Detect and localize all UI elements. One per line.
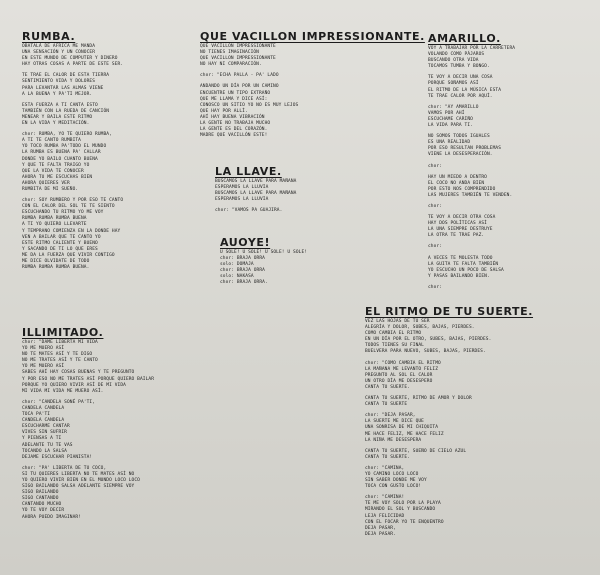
lyric-line: ESTE RITMO CALIENTE Y BUENO	[22, 240, 98, 246]
lyric-line: TOCA PA'TI	[22, 412, 51, 418]
lyric-line: Y SACANDO DE TI LO QUE ERES	[22, 246, 98, 252]
lyric-line: TE TRAE CALOR POR AQUÍ.	[428, 93, 493, 99]
lyric-line: VIENE LA DESESPERACIÓN.	[428, 152, 493, 158]
lyric-stanza	[428, 134, 588, 158]
lyric-stanza	[365, 449, 590, 461]
lyric-line: YO CAMINO LOCO LOCO	[365, 471, 419, 477]
lyric-line: AHORA TU ME ESCUCHAS BIEN	[22, 174, 93, 180]
lyric-line: TE VOY A DECIR UNA COSA	[428, 75, 493, 81]
lyric-line: UNA SENSACIÓN Y UN CONOCER	[22, 50, 96, 56]
lyric-line: ESTA FUERZA A TI CANTA ESTO	[22, 102, 98, 108]
lyric-line: LA GENTE NO TRABAJA MUCHO	[200, 121, 271, 127]
lyric-line: LAS MUJERES TAMBIÉN TE VENDEN.	[428, 192, 513, 198]
lyric-line: chor: "COMO CAMBIA EL RITMO	[365, 360, 441, 366]
lyric-line: Y QUE TE FALTA TRAIGO YO	[22, 162, 90, 168]
lyric-line: SABES AHÍ HAY COSAS BUENAS Y TE PREGUNTO	[22, 370, 135, 376]
lyric-stanza	[215, 179, 365, 203]
lyric-line: U SOLE! U SOLE! U SOLE! U SOLE!	[220, 250, 308, 255]
lyric-line: POR ESO RESULTAN PROBLEMAS	[428, 146, 502, 152]
lyric-line: LA OTRA TE TRAE PAZ.	[428, 233, 485, 239]
lyric-line: CANTA TU SUERTE, SUEÑO DE CIELO AZUL	[365, 448, 467, 454]
lyric-line: TE ME VOY SOLO POR LA PLAYA	[365, 501, 441, 507]
lyric-line: AHÍ HAY BUENA VIBRACIÓN	[200, 114, 265, 120]
lyric-line: LA GUITA TE FALTA TAMBIÉN	[428, 261, 499, 267]
lyric-line: chor:	[428, 163, 443, 169]
song-title: RUMBA.	[22, 30, 76, 43]
lyric-line: TE VOY A DECIR OTRA COSA	[428, 215, 496, 221]
lyric-line: ME DA LA FUERZA QUE VIVIR CONTIGO	[22, 252, 115, 258]
lyric-line: CON EL CALOR DEL SOL TE TE SIENTO	[22, 204, 115, 210]
lyric-line: MI VIDA MI VIDA ME MUERO ASÍ.	[22, 388, 104, 394]
song-lyrics	[22, 44, 192, 271]
lyric-line: BUSCAMOS LA LLAVE PARA MAÑANA	[215, 191, 297, 197]
lyric-line: chor:	[428, 244, 443, 250]
lyric-line: NO SOMOS TODOS IGUALES	[428, 134, 490, 140]
lyric-line: UN OTRO DÍA ME DESESPERO	[365, 378, 433, 384]
lyric-line: YO ME MUERO ASÍ	[22, 346, 65, 352]
lyric-line: ESPERAMOS LA LLUVIA	[215, 197, 269, 203]
song-auoye	[220, 236, 350, 292]
lyric-line: CANDELA CANDELA	[22, 405, 65, 411]
lyric-stanza	[428, 105, 588, 129]
lyric-line: TAMBIÉN CON LA RUEDA DE CANCIÓN	[22, 108, 110, 114]
lyric-stanza	[428, 46, 588, 70]
song-lyrics	[428, 46, 588, 291]
lyric-line: TODOS TIENES SU FINAL	[365, 343, 424, 349]
lyric-line: YO TOCO RUMBA PA'TODO EL MUNDO	[22, 144, 107, 150]
lyric-line: ALEGRÍA Y DOLOR, SUBES, BAJAS, PIERDES.	[365, 325, 475, 331]
lyric-line: YO ESCUCHO UN POCO DE SALSA	[428, 267, 504, 273]
lyric-line: chor: "DEJA PASAR,	[365, 413, 416, 419]
lyric-stanza	[200, 84, 410, 139]
lyric-line: chor: "AY AMARILLO	[428, 104, 479, 110]
lyric-line: LA NIÑA ME DESESPERA	[365, 437, 422, 443]
lyric-line: BUSCANDO OTRA VIDA	[428, 58, 479, 64]
lyric-line: CANDELA CANDELA	[22, 418, 65, 424]
lyric-line: chor: "VAMOS PA GUAJIRA.	[215, 208, 283, 214]
lyric-line: ME DICE OLVIDATE DE TODO	[22, 259, 90, 264]
lyric-stanza	[22, 103, 192, 127]
lyric-line: MIRANDO EL SOL Y BUSCANDO	[365, 507, 436, 513]
lyric-stanza	[365, 495, 590, 538]
lyric-line: PREGUNTO AL SOL EL CALOR	[365, 372, 433, 378]
lyric-line: TOCAMOS TUMBA Y BONGO.	[428, 64, 490, 70]
lyric-line: solo: DOMAJA	[220, 262, 254, 268]
song-que-vacillon	[200, 30, 425, 144]
lyric-line: TE TRAE EL CALOR DE ESTA TIERRA	[22, 73, 110, 79]
lyric-line: LA GENTE ES DEL CORAZÓN.	[200, 127, 268, 133]
lyric-line: chor: "DAME LIBERTA MI VIDA	[22, 340, 98, 345]
song-lyrics	[365, 319, 590, 538]
lyric-stanza	[428, 215, 588, 239]
song-lyrics	[220, 250, 350, 287]
lyric-stanza	[22, 44, 192, 68]
lyric-line: EN UN DÍA POR EL OTRO, SUBES, BAJAS, PIERDES.	[365, 337, 492, 343]
song-la-llave	[215, 165, 365, 219]
lyric-line: NO ME TRATES ASÍ Y TE CANTO	[22, 358, 98, 364]
lyric-line: RUMBA RUMBA RUMBA BUENA	[22, 216, 87, 222]
lyric-stanza	[200, 44, 410, 68]
lyric-line: QUE LA VIDA TE CONOCER	[22, 168, 84, 174]
lyric-line: ESCUCHANDO TU RITMO YO ME VOY	[22, 210, 104, 216]
song-title: AMARILLO.	[428, 32, 501, 45]
lyric-line: Y POR ESO NO ME TRATES ASÍ PORQUE QUIERO BAILAR	[22, 376, 155, 382]
song-lyrics	[215, 179, 365, 214]
lyric-line: UNA SONRISA DE MI CHIQUITA	[365, 425, 439, 431]
lyric-line: ME HACE FELIZ, ME HACE FELIZ	[365, 431, 444, 437]
lyric-stanza	[22, 198, 192, 271]
lyric-line: TOCANDO LA SALSA	[22, 448, 67, 454]
lyric-line: ESPERAMOS LA LLUVIA	[215, 185, 269, 191]
lyric-line: chor: RUMBA, YO TE QUIERO RUMBA,	[22, 132, 112, 138]
lyric-line: LA SUERTE ME DICE QUE	[365, 419, 424, 425]
lyric-line: DEJA PASAR,	[365, 525, 396, 531]
lyric-line: VEN A BAILAR QUE TE CANTO YO	[22, 234, 101, 240]
lyric-line: SENTIMIENTO VIDA Y DOLORES	[22, 79, 96, 85]
lyric-line: RUMBITA DE MI SUEÑO.	[22, 186, 79, 192]
lyric-line: Y PASAS BAILANDO BIEN.	[428, 273, 490, 279]
lyric-stanza	[22, 400, 207, 461]
lyric-line: MADRE QUE VACILLÓN ESTE!	[200, 133, 268, 139]
lyric-line: AHORA QUIERES VER	[22, 180, 70, 186]
lyric-line: Y TEMPRANO COMIENZA EN LA DONDE HAY	[22, 228, 121, 234]
lyric-line: SIGO BAILANDO SALSA ADELANTE SIEMPRE VOY	[22, 484, 135, 490]
lyric-line: chor:	[428, 284, 443, 290]
lyric-line: DEJAME ESCUCHAR PIANISTA!	[22, 454, 93, 460]
lyric-line: CONOSCO UN SITIO YO NO ES MUY LEJOS	[200, 102, 299, 108]
lyric-line: SIN SABER DONDE ME VOY	[365, 478, 427, 484]
lyric-line: PARA LEVANTAR LAS ALMAS VIENE	[22, 85, 104, 91]
lyric-line: MENEAR Y BAILA ESTE RITMO	[22, 114, 93, 120]
lyric-line: chor: "CAMINA!	[365, 495, 405, 501]
lyric-line: ADELANTE TU TE VAS	[22, 442, 73, 448]
lyric-line: A LA BUENA Y PA'TI MEJOR.	[22, 91, 93, 97]
lyric-line: BUSCAMOS LA LLAVE PARA MAÑANA	[215, 179, 297, 184]
lyric-stanza	[428, 256, 588, 280]
lyric-stanza	[428, 164, 588, 170]
song-rumba	[22, 30, 192, 276]
lyric-line: solo: NAKASA	[220, 274, 254, 280]
lyric-line: RUMBA RUMBA RUMBA BUENA.	[22, 265, 90, 271]
lyric-stanza	[22, 340, 207, 395]
song-amarillo	[428, 32, 588, 296]
lyric-line: QUE ME LLAMA Y DICE ASÍ:	[200, 96, 268, 102]
lyric-stanza	[428, 204, 588, 210]
lyric-line: SIGO CANTANDO	[22, 496, 59, 502]
lyric-line: YO QUIERO VIVIR BIEN EN EL MUNDO LOCO LOCO	[22, 477, 140, 483]
lyric-line: NO TIENES IMAGINACIÓN	[200, 50, 259, 56]
lyric-line: HAY UN MIEDO A DENTRO	[428, 174, 487, 180]
lyric-line: DONDE YO BAILO CUANTO BUENA	[22, 156, 98, 162]
lyric-line: OBATALÁ DE AFRICA ME MANDA	[22, 44, 96, 49]
lyric-stanza	[200, 73, 410, 79]
lyric-line: TOCA CON GUSTO LOCO!	[365, 484, 422, 490]
lyric-line: CANTA TU SUERTE.	[365, 384, 410, 390]
lyric-line: BUELVERA PARA NUEVO, SUBES, BAJAS, PIERDES.	[365, 349, 486, 355]
lyric-stanza	[365, 466, 590, 490]
song-title: QUE VACILLON IMPRESSIONANTE.	[200, 30, 425, 43]
lyric-line: QUE VACILLON IMPRESSIONANTE	[200, 56, 276, 62]
lyric-line: VEZ LAS HOJAS DE TU SER	[365, 319, 430, 324]
lyric-line: EL COCO NO ANDA BIEN	[428, 180, 485, 186]
lyric-line: VOY A TRABAJAR POR LA CARRETERA	[428, 46, 516, 51]
lyric-line: VOLANDO COMO PÁJAROS	[428, 52, 485, 58]
lyric-line: HAY OTRAS COSAS A PARTE DE ESTE SER.	[22, 62, 124, 68]
lyric-line: HAY DOS POLÍTICAS ASÍ	[428, 221, 487, 227]
lyric-line: NO HAY NI COMPARACIÓN.	[200, 62, 262, 68]
lyric-line: SIGO BAILANDO	[22, 490, 59, 496]
lyric-line: VAMOS POR AHÍ	[428, 110, 465, 116]
song-title: LA LLAVE.	[215, 165, 282, 178]
lyric-line: chor: BRAJA ORRA	[220, 256, 265, 262]
lyric-stanza	[365, 413, 590, 443]
lyric-line: chor: "ECHA PALLA - PA' LADO	[200, 73, 279, 79]
lyric-line: NO TE MATES ASÍ Y TE DIGO	[22, 352, 93, 358]
lyric-line: LEJA FELICIDAD	[365, 513, 405, 519]
lyric-line: ESCUCHARME CANTAR	[22, 424, 70, 430]
lyric-line: chor:	[428, 203, 443, 209]
lyric-line: DEJA PASAR.	[365, 531, 396, 537]
lyric-line: chor: "CANDELA SONÉ PA'TI,	[22, 399, 96, 405]
lyric-line: A TI TE CANTO RUMBITA	[22, 138, 81, 144]
lyric-line: Y PIENSAS A TI	[22, 436, 62, 442]
lyric-line: VIVES SIN SUFRIR	[22, 430, 67, 436]
lyric-stanza	[22, 466, 207, 521]
lyric-stanza	[22, 132, 192, 193]
lyric-stanza	[365, 361, 590, 391]
lyric-line: POR ESTO NOS COMPRENDIDO	[428, 186, 496, 192]
lyric-line: ES UNA REALIDAD	[428, 140, 471, 146]
song-title: EL RITMO DE TU SUERTE.	[365, 305, 534, 318]
lyric-line: EN LA VIDA Y MEDITACIÓN.	[22, 121, 90, 127]
lyric-line: ENCUENTRE UN TIPO EXTRAÑO	[200, 90, 271, 96]
lyric-line: CANTA TU SUERTE, RITMO DE AMOR Y DOLOR	[365, 396, 472, 402]
lyric-line: chor: "PA' LIBERTA DE TU COCO,	[22, 465, 107, 471]
lyric-line: QUE HAY POR ALLÍ.	[200, 108, 248, 114]
lyric-stanza	[220, 250, 350, 287]
lyric-line: QUE VACILLON IMPRESSIONANTE	[200, 44, 276, 49]
lyric-line: PORQUE SOÑAMOS ASÍ	[428, 81, 479, 87]
lyric-line: CON EL FOCAR YO TE ENQUENTRO	[365, 519, 444, 525]
lyric-line: chor: SOY RUMBERO Y POR ESO TE CANTO	[22, 198, 124, 204]
song-title: AUOYE!	[220, 236, 271, 249]
lyric-line: SI TU QUIERES LIBERTA NO TE MATES ASÍ NO	[22, 471, 135, 477]
lyric-line: LA RUMBA ES BUENA PA' CALLAR	[22, 150, 101, 156]
song-illimitado	[22, 326, 207, 526]
lyric-line: CANTA TU SUERTE.	[365, 454, 410, 460]
lyric-line: YO TE VOY DECIR	[22, 508, 65, 514]
song-lyrics	[200, 44, 410, 139]
lyric-stanza	[215, 208, 365, 214]
lyric-line: COMO CAMBIA EL RITMO	[365, 331, 422, 337]
lyric-line: A VECES TE MOLESTA TODO	[428, 255, 493, 261]
lyric-line: ANDANDO UN DÍA POR UN CAMINO	[200, 84, 279, 90]
lyric-line: CANTANDO MUCHO	[22, 502, 62, 508]
lyric-line: CANTA TU SUERTE	[365, 402, 408, 408]
lyric-line: LA VIDA PARA TI.	[428, 123, 473, 129]
lyric-line: ESCUCHAME CARIÑO	[428, 116, 473, 122]
lyric-stanza	[365, 396, 590, 408]
song-lyrics	[22, 340, 207, 521]
lyric-stanza	[428, 75, 588, 99]
song-el-ritmo-de-tu-suerte	[365, 305, 590, 543]
lyric-stanza	[22, 73, 192, 97]
song-title: ILLIMITADO.	[22, 326, 104, 339]
lyric-line: EL RITMO DE LA MÚSICA ESTA	[428, 87, 502, 93]
lyric-stanza	[428, 175, 588, 199]
lyric-stanza	[428, 285, 588, 291]
lyric-line: YO ME MUERO ASÍ	[22, 364, 65, 370]
lyric-line: chor: BRAJA ORRA	[220, 268, 265, 274]
lyric-line: EN ESTE MUNDO DE COMPUTER Y DINERO	[22, 56, 118, 62]
lyric-line: LA MAÑANA ME LEVANTO FELIZ	[365, 366, 439, 372]
lyric-stanza	[365, 319, 590, 356]
lyric-line: A TI YO QUIERO LLEVARTE	[22, 222, 87, 228]
lyric-stanza	[428, 244, 588, 250]
lyric-line: PORQUE YO QUIERO VIVIR ASÍ DE MI VIDA	[22, 382, 126, 388]
lyric-line: LA UNA SIEMPRE DESTRUYE	[428, 227, 493, 233]
lyric-line: AHORA PUEDO IMAGINAR!	[22, 514, 81, 520]
lyric-line: chor: BRAJA ORRA.	[220, 280, 268, 286]
lyric-line: chor: "CAMINA,	[365, 465, 405, 471]
